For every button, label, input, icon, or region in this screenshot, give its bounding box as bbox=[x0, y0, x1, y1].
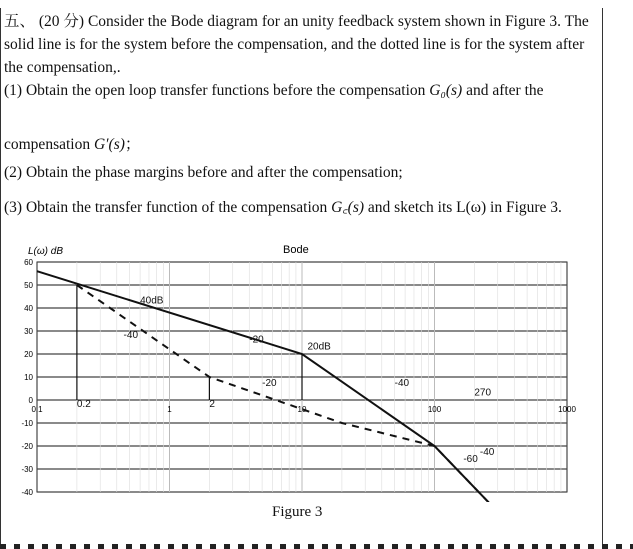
y-tick-label: -40 bbox=[21, 488, 33, 497]
question-3-end: and sketch its L(ω) in Figure 3. bbox=[364, 199, 562, 216]
question-1-end: ； bbox=[124, 136, 141, 153]
y-tick-label: 60 bbox=[24, 258, 33, 267]
y-tick-label: 20 bbox=[24, 350, 33, 359]
x-tick-label: 1000 bbox=[558, 405, 576, 414]
y-axis-label: L(ω) dB bbox=[28, 246, 64, 257]
problem-statement bbox=[4, 10, 598, 102]
question-1-continued bbox=[4, 132, 140, 154]
x-tick-label: 0.1 bbox=[31, 405, 43, 414]
y-tick-label: 50 bbox=[24, 281, 33, 290]
gc-symbol: G꜀(s) bbox=[331, 199, 365, 216]
slope-annotation: -40 bbox=[123, 329, 139, 341]
x-tick-label: 10 bbox=[297, 405, 307, 414]
question-1 bbox=[4, 79, 598, 102]
question-3-text: (3) Obtain the transfer function of the compensation bbox=[4, 199, 332, 216]
slope-annotation: -40 bbox=[479, 447, 495, 459]
g-prime-symbol: G′(s) bbox=[93, 136, 125, 153]
plot-title: Bode bbox=[283, 244, 309, 256]
y-tick-label: 0 bbox=[28, 396, 33, 405]
y-tick-label: -20 bbox=[21, 442, 33, 451]
y-tick-label: -30 bbox=[21, 465, 33, 474]
question-2: (2) Obtain the phase margins before and after the compensation; bbox=[4, 164, 403, 181]
y-tick-labels bbox=[21, 258, 33, 497]
slope-annotation: -60 bbox=[463, 454, 478, 466]
slope-annotation: 40dB bbox=[140, 295, 164, 307]
y-tick-label: 10 bbox=[24, 373, 33, 382]
question-3 bbox=[4, 195, 562, 217]
problem-header: 五、 (20 分) Consider the Bode diagram for an unity feedback system shown in Figure 3. The solid line is for the system before the compensation, and the dotted line is for the system after the compensation,. bbox=[4, 13, 589, 76]
cut-off-text-line bbox=[0, 544, 633, 549]
slope-annotation: 0.2 bbox=[76, 398, 91, 410]
question-1-mid: and after the bbox=[462, 82, 544, 99]
slope-annotation: -20 bbox=[249, 334, 264, 346]
slope-annotation: -20 bbox=[262, 378, 277, 390]
y-tick-label: 30 bbox=[24, 327, 33, 336]
slope-annotation: -40 bbox=[394, 378, 410, 390]
y-tick-label: -10 bbox=[21, 419, 33, 428]
slope-annotation: 270 bbox=[474, 387, 492, 399]
y-tick-label: 40 bbox=[24, 304, 33, 313]
x-tick-label: 100 bbox=[427, 405, 442, 414]
question-1-text: (1) Obtain the open loop transfer functions before the compensation bbox=[4, 82, 430, 99]
bode-plot bbox=[0, 236, 633, 502]
figure-caption: Figure 3 bbox=[272, 504, 323, 520]
slope-annotation: 20dB bbox=[307, 341, 331, 353]
g0-symbol: G₀(s) bbox=[429, 82, 463, 99]
question-1-line2: compensation bbox=[4, 136, 94, 153]
slope-annotation: 2 bbox=[209, 398, 215, 410]
x-tick-label: 1 bbox=[167, 405, 172, 414]
slope-annotations bbox=[77, 295, 495, 465]
